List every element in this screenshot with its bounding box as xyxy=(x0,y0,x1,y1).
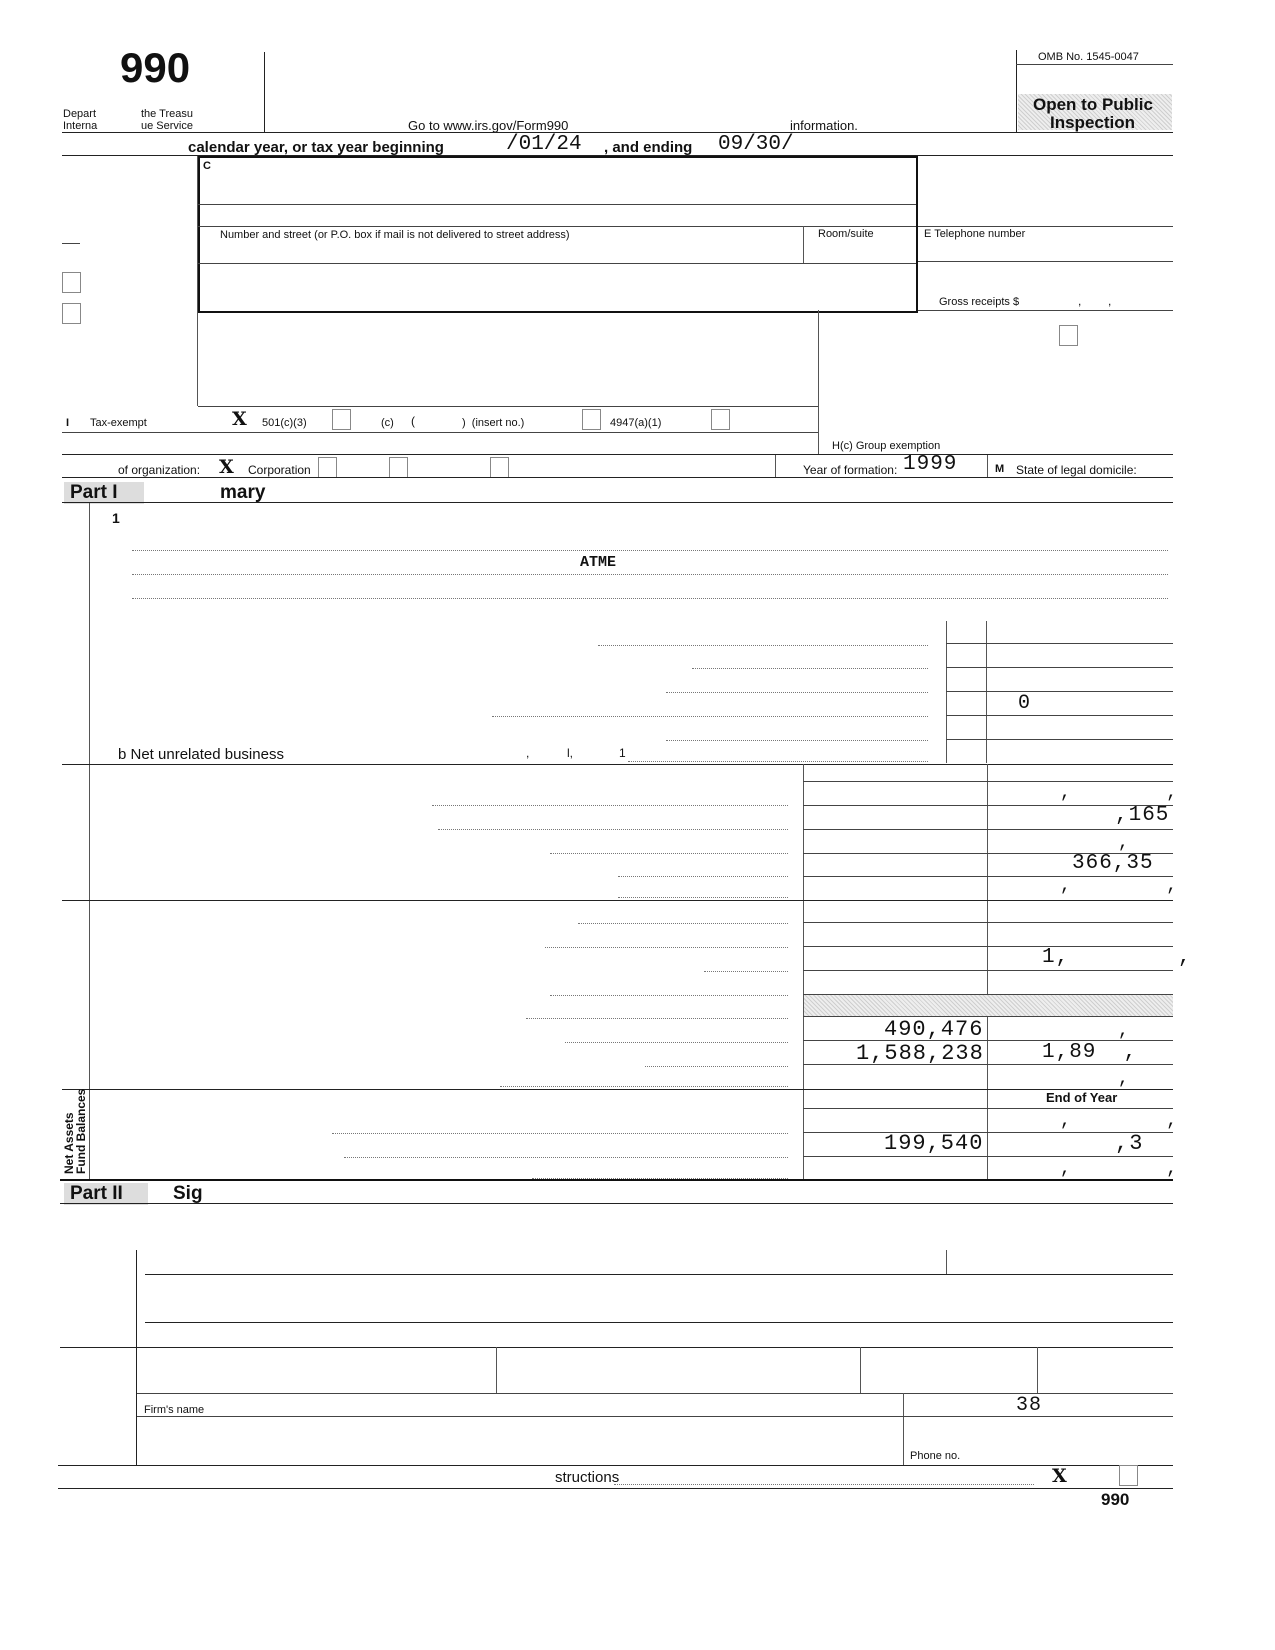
treasury-line1: the Treasu xyxy=(141,108,193,120)
form-number: 990 xyxy=(120,44,191,91)
exp-line14-dots xyxy=(545,947,788,948)
revenue-bottom-rule xyxy=(62,900,1173,901)
checkbox-527[interactable] xyxy=(711,409,730,430)
line7b-comma: , xyxy=(526,746,530,760)
goto-text: Go to www.irs.gov/Form990 xyxy=(408,118,569,133)
exp-line15-dots xyxy=(704,971,788,972)
checkbox-trust[interactable] xyxy=(318,457,337,478)
ha-checkbox[interactable] xyxy=(1059,325,1078,346)
paren-open: ( xyxy=(411,414,415,428)
phone-bottom-rule xyxy=(918,261,1173,262)
exp-line19-dots xyxy=(500,1086,788,1087)
tax-year-label: calendar year, or tax year beginning xyxy=(188,139,444,156)
exp-line13-rule xyxy=(803,922,1173,923)
open-public-line1: Open to Public xyxy=(1033,95,1153,114)
rev-line9-current: ,165 xyxy=(1115,804,1170,827)
tax-year-end: 09/30/ xyxy=(718,133,794,156)
phone-no-label: Phone no. xyxy=(910,1450,961,1462)
na-line21-dots xyxy=(344,1157,788,1158)
line7b-l: l, xyxy=(567,746,573,760)
rev-header-rule xyxy=(803,781,1173,782)
header-divider-right xyxy=(1016,50,1017,132)
sign-left-divider xyxy=(136,1250,137,1465)
label-501c3: 501(c)(3) xyxy=(262,417,307,429)
rev-col-divider-2 xyxy=(987,764,988,1180)
exp-line15-rule xyxy=(803,970,1173,971)
row-i-rule xyxy=(62,432,818,433)
rev-line8-current: , , xyxy=(1060,783,1179,803)
rev-line12-current: , , xyxy=(1060,876,1179,896)
information-text: information. xyxy=(790,118,858,133)
org-type-label: of organization: xyxy=(118,463,201,477)
part2-top-rule xyxy=(60,1203,1173,1204)
dept-line1: Depart xyxy=(63,108,97,120)
exp-line16a-dots xyxy=(550,995,788,996)
rev-line12-dots xyxy=(618,897,788,898)
exp-line17-prior: 490,476 xyxy=(884,1017,984,1042)
tax-year-ending-label: , and ending xyxy=(604,139,693,156)
preparer-bottom-rule xyxy=(58,1465,1173,1466)
rev-col-divider-1 xyxy=(803,764,804,1180)
exp-line15-current: 1, , xyxy=(1042,946,1192,969)
line5-value: 0 xyxy=(1018,692,1032,715)
b-left-tick xyxy=(62,243,80,244)
row-k-bottom-rule xyxy=(62,477,1173,478)
discuss-dots xyxy=(614,1484,1034,1485)
signature-line[interactable] xyxy=(145,1274,1173,1275)
label-4947: 4947(a)(1) xyxy=(610,417,662,429)
mission-line-3 xyxy=(132,598,1168,599)
org-box-rule-2 xyxy=(198,226,916,227)
checkbox-501c[interactable] xyxy=(332,409,351,430)
mission-line-1 xyxy=(132,550,1168,551)
net-assets-vertical-1: Net Assets xyxy=(62,1112,76,1174)
room-divider xyxy=(803,226,804,263)
org-box-rule-1 xyxy=(198,204,916,205)
gross-receipts-commas: , , xyxy=(1078,294,1112,308)
gross-receipts-label: Gross receipts $ xyxy=(939,296,1020,308)
b-checkbox-2[interactable] xyxy=(62,303,81,324)
sign-date-divider xyxy=(946,1250,947,1274)
line5-dots xyxy=(666,692,928,693)
omb-rule xyxy=(1016,64,1173,65)
part2-title: Sig xyxy=(173,1183,203,1204)
phone-top-rule xyxy=(918,226,1173,227)
omb-number: OMB No. 1545-0047 xyxy=(1038,51,1139,63)
part1-top-rule xyxy=(62,502,1173,503)
checkbox-4947[interactable] xyxy=(582,409,601,430)
domicile-label: State of legal domicile: xyxy=(1016,463,1137,477)
preparer-top-rule xyxy=(60,1347,1173,1348)
rev-line9-rule xyxy=(803,829,1173,830)
na-line20-dots xyxy=(332,1133,788,1134)
na-line22-commas: , , xyxy=(1060,1159,1179,1179)
na-line21-prior: 199,540 xyxy=(884,1131,984,1156)
hc-group-exemption: H(c) Group exemption xyxy=(832,440,941,452)
part1-bottom-rule xyxy=(60,1179,1173,1181)
part2-label: Part II xyxy=(64,1183,148,1205)
line5-rule xyxy=(946,691,1173,692)
discuss-no-checkbox[interactable] xyxy=(1119,1465,1138,1486)
exp-line13-dots xyxy=(578,923,788,924)
domicile-divider xyxy=(987,455,988,477)
discuss-text: structions xyxy=(555,1469,620,1486)
discuss-yes-check[interactable]: X xyxy=(1052,1465,1067,1487)
exp-line18-dots xyxy=(645,1066,788,1067)
open-public-line2: Inspection xyxy=(1050,113,1136,132)
line4-dots xyxy=(692,668,928,669)
expenses-bottom-rule xyxy=(62,1089,1173,1090)
box-c-label: C xyxy=(203,160,211,172)
na-header-rule xyxy=(803,1108,1173,1109)
room-suite-label: Room/suite xyxy=(818,228,874,240)
firm-name-rule xyxy=(137,1416,1173,1417)
treasury-line2: ue Service xyxy=(141,120,193,132)
checkbox-other[interactable] xyxy=(490,457,509,478)
exp-line18-current: 1,89 , xyxy=(1042,1041,1138,1064)
mission-fragment: ATME xyxy=(580,554,617,571)
part1-title: mary xyxy=(220,482,266,503)
rev-line8-dots xyxy=(432,805,788,806)
net-assets-vertical-2: Fund Balances xyxy=(74,1088,88,1174)
principal-officer-rule xyxy=(198,406,818,407)
line4-rule xyxy=(946,667,1173,668)
year-formation-value: 1999 xyxy=(903,453,958,476)
rev-line11-dots xyxy=(618,876,788,877)
preparer-div-3 xyxy=(1037,1347,1038,1393)
exp-line16b-rule xyxy=(803,1016,1173,1017)
activities-bottom-rule xyxy=(62,764,1173,765)
exp-line17-dots xyxy=(565,1042,788,1043)
rev-line10-comma: , xyxy=(1118,833,1130,853)
line7a-dots xyxy=(666,740,928,741)
line6-rule xyxy=(946,715,1173,716)
header-bottom-rule xyxy=(62,132,1173,133)
exp-line16b-shade xyxy=(804,995,1173,1016)
line7b-tail: 1 xyxy=(619,746,626,760)
preparer-div-1 xyxy=(496,1347,497,1393)
na-line20-commas: , , xyxy=(1060,1111,1179,1131)
fh-divider xyxy=(818,310,819,455)
mission-line-2 xyxy=(132,574,1168,575)
name-title-line xyxy=(145,1322,1173,1323)
row-j-top-rule xyxy=(62,454,1173,455)
header-divider-left xyxy=(264,52,265,132)
insert-no-label: ) (insert no.) xyxy=(462,417,525,429)
na-line21-rule xyxy=(803,1156,1173,1157)
rev-line11-current: 366,35 xyxy=(1072,852,1154,875)
exp-line18-prior: 1,588,238 xyxy=(856,1041,984,1066)
preparer-div-2 xyxy=(860,1347,861,1393)
line-1-number: 1 xyxy=(112,510,120,526)
end-of-year-label: End of Year xyxy=(1046,1090,1118,1105)
footer-form-number: 990 xyxy=(1101,1490,1130,1509)
exp-line19-comma: , xyxy=(1118,1069,1130,1089)
street-label: Number and street (or P.O. box if mail is not delivered to street address) xyxy=(220,229,570,241)
b-column-divider xyxy=(197,156,198,406)
footer-rule xyxy=(58,1488,1173,1489)
exp-line16b-dots xyxy=(526,1018,788,1019)
firm-ein-fragment: 38 xyxy=(1016,1394,1043,1417)
line7b-dots xyxy=(628,761,928,762)
line7b-label: b Net unrelated business xyxy=(118,746,284,763)
part1-label: Part I xyxy=(64,482,144,504)
checkbox-association[interactable] xyxy=(389,457,408,478)
firms-name-label: Firm's name xyxy=(144,1404,205,1416)
line7a-rule xyxy=(946,739,1173,740)
tax-year-begin: /01/24 xyxy=(506,133,582,156)
phone-label: E Telephone number xyxy=(924,228,1026,240)
org-box-rule-3 xyxy=(198,263,916,264)
check-corporation[interactable]: X xyxy=(219,456,234,478)
label-501c: (c) xyxy=(381,417,394,429)
na-line21-current: ,3 xyxy=(1115,1131,1144,1156)
part1-left-margin xyxy=(89,503,90,1179)
rev-line9-dots xyxy=(438,829,788,830)
year-formation-label: Year of formation: xyxy=(803,463,898,477)
check-501c3[interactable]: X xyxy=(232,408,247,430)
dept-line2: Interna xyxy=(63,120,98,132)
line3-rule xyxy=(946,643,1173,644)
m-letter: M xyxy=(995,463,1005,475)
gross-receipts-rule xyxy=(918,310,1173,311)
line6-dots xyxy=(492,716,928,717)
line3-dots xyxy=(598,645,928,646)
tax-exempt-label: Tax-exempt xyxy=(90,417,147,429)
b-checkbox-1[interactable] xyxy=(62,272,81,293)
corporation-label: Corporation xyxy=(248,463,311,477)
rev-line10-dots xyxy=(550,853,788,854)
firm-ein-divider xyxy=(903,1393,904,1465)
year-formation-divider xyxy=(775,455,776,477)
exp-line17-comma: , xyxy=(1118,1021,1130,1041)
row-i-letter: I xyxy=(66,417,70,429)
